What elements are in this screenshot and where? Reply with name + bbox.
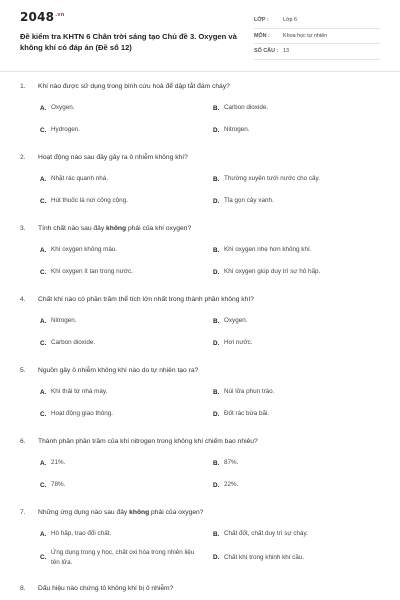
question-emphasis: không bbox=[129, 508, 150, 516]
option[interactable] bbox=[40, 408, 213, 420]
option[interactable] bbox=[213, 102, 385, 114]
meta-key: LỚP : bbox=[254, 17, 269, 24]
question-header bbox=[20, 364, 400, 376]
question-number: 7. bbox=[20, 508, 26, 516]
logo-suffix: .vn bbox=[55, 12, 65, 18]
option-letter: A. bbox=[40, 317, 47, 325]
question-emphasis: không bbox=[106, 224, 127, 232]
option-text: Hút thuốc lá nơi công cộng. bbox=[51, 197, 128, 205]
option-text: Hơi nước. bbox=[224, 339, 253, 347]
option[interactable] bbox=[40, 195, 213, 207]
option-text: Carbon dioxide. bbox=[51, 339, 96, 347]
option-letter: A. bbox=[40, 175, 47, 183]
option-letter: D. bbox=[213, 268, 220, 276]
option-text: 21%. bbox=[51, 459, 66, 467]
option-grid bbox=[40, 244, 400, 278]
question-header bbox=[20, 582, 400, 594]
option[interactable] bbox=[213, 548, 385, 567]
option-text: Chất khí trong khinh khí cầu. bbox=[224, 553, 305, 561]
option[interactable] bbox=[213, 457, 385, 469]
meta-row-subject bbox=[254, 29, 380, 45]
option-letter: A. bbox=[40, 104, 47, 112]
option[interactable] bbox=[40, 124, 213, 136]
option-letter: C. bbox=[40, 554, 47, 561]
meta-row-count bbox=[254, 44, 380, 60]
question bbox=[0, 364, 400, 420]
option-letter: D. bbox=[213, 554, 220, 561]
question bbox=[0, 582, 400, 594]
question-text-part: phải của khí oxygen? bbox=[126, 224, 192, 232]
option-text: Đốt rác bừa bãi. bbox=[224, 410, 270, 418]
option-text: 78%. bbox=[51, 481, 66, 489]
question bbox=[0, 80, 400, 136]
question-text bbox=[38, 296, 254, 303]
question-text-part: Nguồn gây ô nhiễm không khí nào do tự nhiên tạo ra? bbox=[38, 366, 199, 374]
question-header bbox=[20, 151, 400, 163]
header-divider bbox=[0, 71, 400, 72]
option-text: Hoạt động giao thông. bbox=[51, 410, 113, 418]
option[interactable] bbox=[40, 457, 213, 469]
option[interactable] bbox=[213, 528, 385, 540]
option[interactable] bbox=[213, 386, 385, 398]
option-letter: A. bbox=[40, 246, 47, 254]
meta-value: Khoa học tự nhiên bbox=[283, 32, 328, 39]
option-text: Tỉa gọn cây xanh. bbox=[224, 197, 274, 205]
option-letter: B. bbox=[213, 530, 220, 538]
question-number: 8. bbox=[20, 584, 26, 592]
meta-table bbox=[254, 13, 380, 60]
option-letter: C. bbox=[40, 481, 47, 489]
question-text-part: Hoạt động nào sau đây gây ra ô nhiễm không khí? bbox=[38, 153, 188, 161]
option[interactable] bbox=[213, 244, 385, 256]
option-text: Nitrogen. bbox=[51, 317, 77, 325]
option-grid bbox=[40, 173, 400, 207]
option-letter: B. bbox=[213, 175, 220, 183]
option[interactable] bbox=[40, 337, 213, 349]
option[interactable] bbox=[40, 528, 213, 540]
option-text: Khí oxygen nhẹ hơn không khí. bbox=[224, 246, 312, 254]
meta-value: 13 bbox=[283, 48, 289, 55]
option-text: Khí oxygen không màu. bbox=[51, 246, 118, 254]
question bbox=[0, 506, 400, 567]
question-header bbox=[20, 293, 400, 305]
option-letter: B. bbox=[213, 459, 220, 467]
question bbox=[0, 293, 400, 349]
option-grid bbox=[40, 315, 400, 349]
question-header bbox=[20, 506, 400, 518]
option-letter: B. bbox=[213, 317, 220, 325]
question-list bbox=[0, 80, 400, 594]
option-text: Nitrogen. bbox=[224, 126, 250, 134]
option[interactable] bbox=[40, 102, 213, 114]
option-text: Hydrogen. bbox=[51, 126, 81, 134]
option-letter: C. bbox=[40, 126, 47, 134]
question-number: 4. bbox=[20, 295, 26, 303]
question-text bbox=[38, 509, 204, 516]
question bbox=[0, 222, 400, 278]
option-letter: A. bbox=[40, 459, 47, 467]
question-text bbox=[38, 585, 173, 592]
document-title: Đề kiểm tra KHTN 6 Chân trời sáng tạo Chủ đề 3. Oxygen và không khí có đáp án (Đề số 12) bbox=[20, 32, 237, 52]
option-text: Oxygen. bbox=[224, 317, 248, 325]
meta-value: Lớp 6 bbox=[283, 17, 298, 24]
logo-text: 2048 bbox=[20, 10, 55, 24]
option-letter: D. bbox=[213, 481, 220, 489]
option-text: Thường xuyên tưới nước cho cây. bbox=[224, 175, 320, 183]
option[interactable] bbox=[40, 173, 213, 185]
meta-key: SỐ CÂU : bbox=[254, 48, 279, 55]
meta-row-class bbox=[254, 13, 380, 29]
question-text bbox=[38, 154, 188, 161]
option-text: Ứng dụng trong y học, chất oxi hóa trong nhiên liệu tên lửa. bbox=[51, 549, 195, 566]
option-grid bbox=[40, 457, 400, 491]
question-text-part: Thành phần phần trăm của khí nitrogen trong không khí chiếm bao nhiêu? bbox=[38, 437, 258, 445]
question-number: 6. bbox=[20, 437, 26, 445]
question-number: 3. bbox=[20, 224, 26, 232]
option-text: Khí oxygen giúp duy trì sự hô hấp. bbox=[224, 268, 321, 276]
option[interactable] bbox=[40, 266, 213, 278]
option[interactable] bbox=[40, 479, 213, 491]
question-text-part: Dấu hiệu nào chứng tỏ không khí bị ô nhiễm? bbox=[38, 584, 174, 592]
question-text-part: Khí nào được sử dụng trong bình cứu hoả để dập tắt đám cháy? bbox=[38, 82, 230, 90]
option-grid bbox=[40, 528, 400, 567]
option-letter: D. bbox=[213, 197, 220, 205]
question-header bbox=[20, 80, 400, 92]
option[interactable] bbox=[213, 315, 385, 327]
question bbox=[0, 151, 400, 207]
option[interactable] bbox=[40, 244, 213, 256]
option[interactable] bbox=[40, 315, 213, 327]
option-letter: B. bbox=[213, 104, 220, 112]
option-text: 22%. bbox=[224, 481, 239, 489]
option[interactable] bbox=[213, 266, 385, 278]
option-letter: B. bbox=[213, 246, 220, 254]
option-grid bbox=[40, 386, 400, 420]
option-text: Hô hấp, trao đổi chất. bbox=[51, 530, 112, 538]
option-letter: A. bbox=[40, 530, 47, 538]
meta-key: MÔN : bbox=[254, 32, 270, 39]
question-header bbox=[20, 222, 400, 234]
option-letter: C. bbox=[40, 268, 47, 276]
option[interactable] bbox=[40, 548, 213, 567]
site-logo[interactable] bbox=[20, 10, 65, 24]
question-number: 1. bbox=[20, 82, 26, 90]
option[interactable] bbox=[40, 386, 213, 398]
question-header bbox=[20, 435, 400, 447]
option-letter: A. bbox=[40, 388, 47, 396]
option[interactable] bbox=[213, 124, 385, 136]
option[interactable] bbox=[213, 173, 385, 185]
option[interactable] bbox=[213, 408, 385, 420]
question-text bbox=[38, 225, 191, 232]
header bbox=[0, 0, 400, 62]
option-letter: D. bbox=[213, 126, 220, 134]
option-letter: C. bbox=[40, 339, 47, 347]
option-grid bbox=[40, 102, 400, 136]
question-text-part: phải của oxygen? bbox=[149, 508, 204, 516]
question-text-part: Tính chất nào sau đây bbox=[38, 224, 107, 232]
option[interactable] bbox=[213, 337, 385, 349]
option-text: Nhặt rác quanh nhà. bbox=[51, 175, 109, 183]
question bbox=[0, 435, 400, 491]
option[interactable] bbox=[213, 195, 385, 207]
question-text-part: Chất khí nào có phần trăm thể tích lớn nhất trong thành phần không khí? bbox=[38, 295, 254, 303]
option-letter: C. bbox=[40, 197, 47, 205]
option[interactable] bbox=[213, 479, 385, 491]
question-number: 2. bbox=[20, 153, 26, 161]
option-letter: C. bbox=[40, 410, 47, 418]
option-text: 87%. bbox=[224, 459, 239, 467]
option-letter: D. bbox=[213, 339, 220, 347]
question-text-part: Những ứng dụng nào sau đây bbox=[38, 508, 130, 516]
option-letter: B. bbox=[213, 388, 220, 396]
question-text bbox=[38, 438, 258, 445]
option-text: Carbon dioxide. bbox=[224, 104, 269, 112]
option-letter: D. bbox=[213, 410, 220, 418]
question-text bbox=[38, 367, 198, 374]
question-number: 5. bbox=[20, 366, 26, 374]
option-text: Oxygen. bbox=[51, 104, 75, 112]
option-text: Khí oxygen ít tan trong nước. bbox=[51, 268, 133, 276]
option-text: Khí thải từ nhà máy. bbox=[51, 388, 108, 396]
option-text: Núi lửa phun trào. bbox=[224, 388, 275, 396]
question-text bbox=[38, 83, 230, 90]
option-text: Chất đốt, chất duy trì sự cháy. bbox=[224, 530, 308, 538]
